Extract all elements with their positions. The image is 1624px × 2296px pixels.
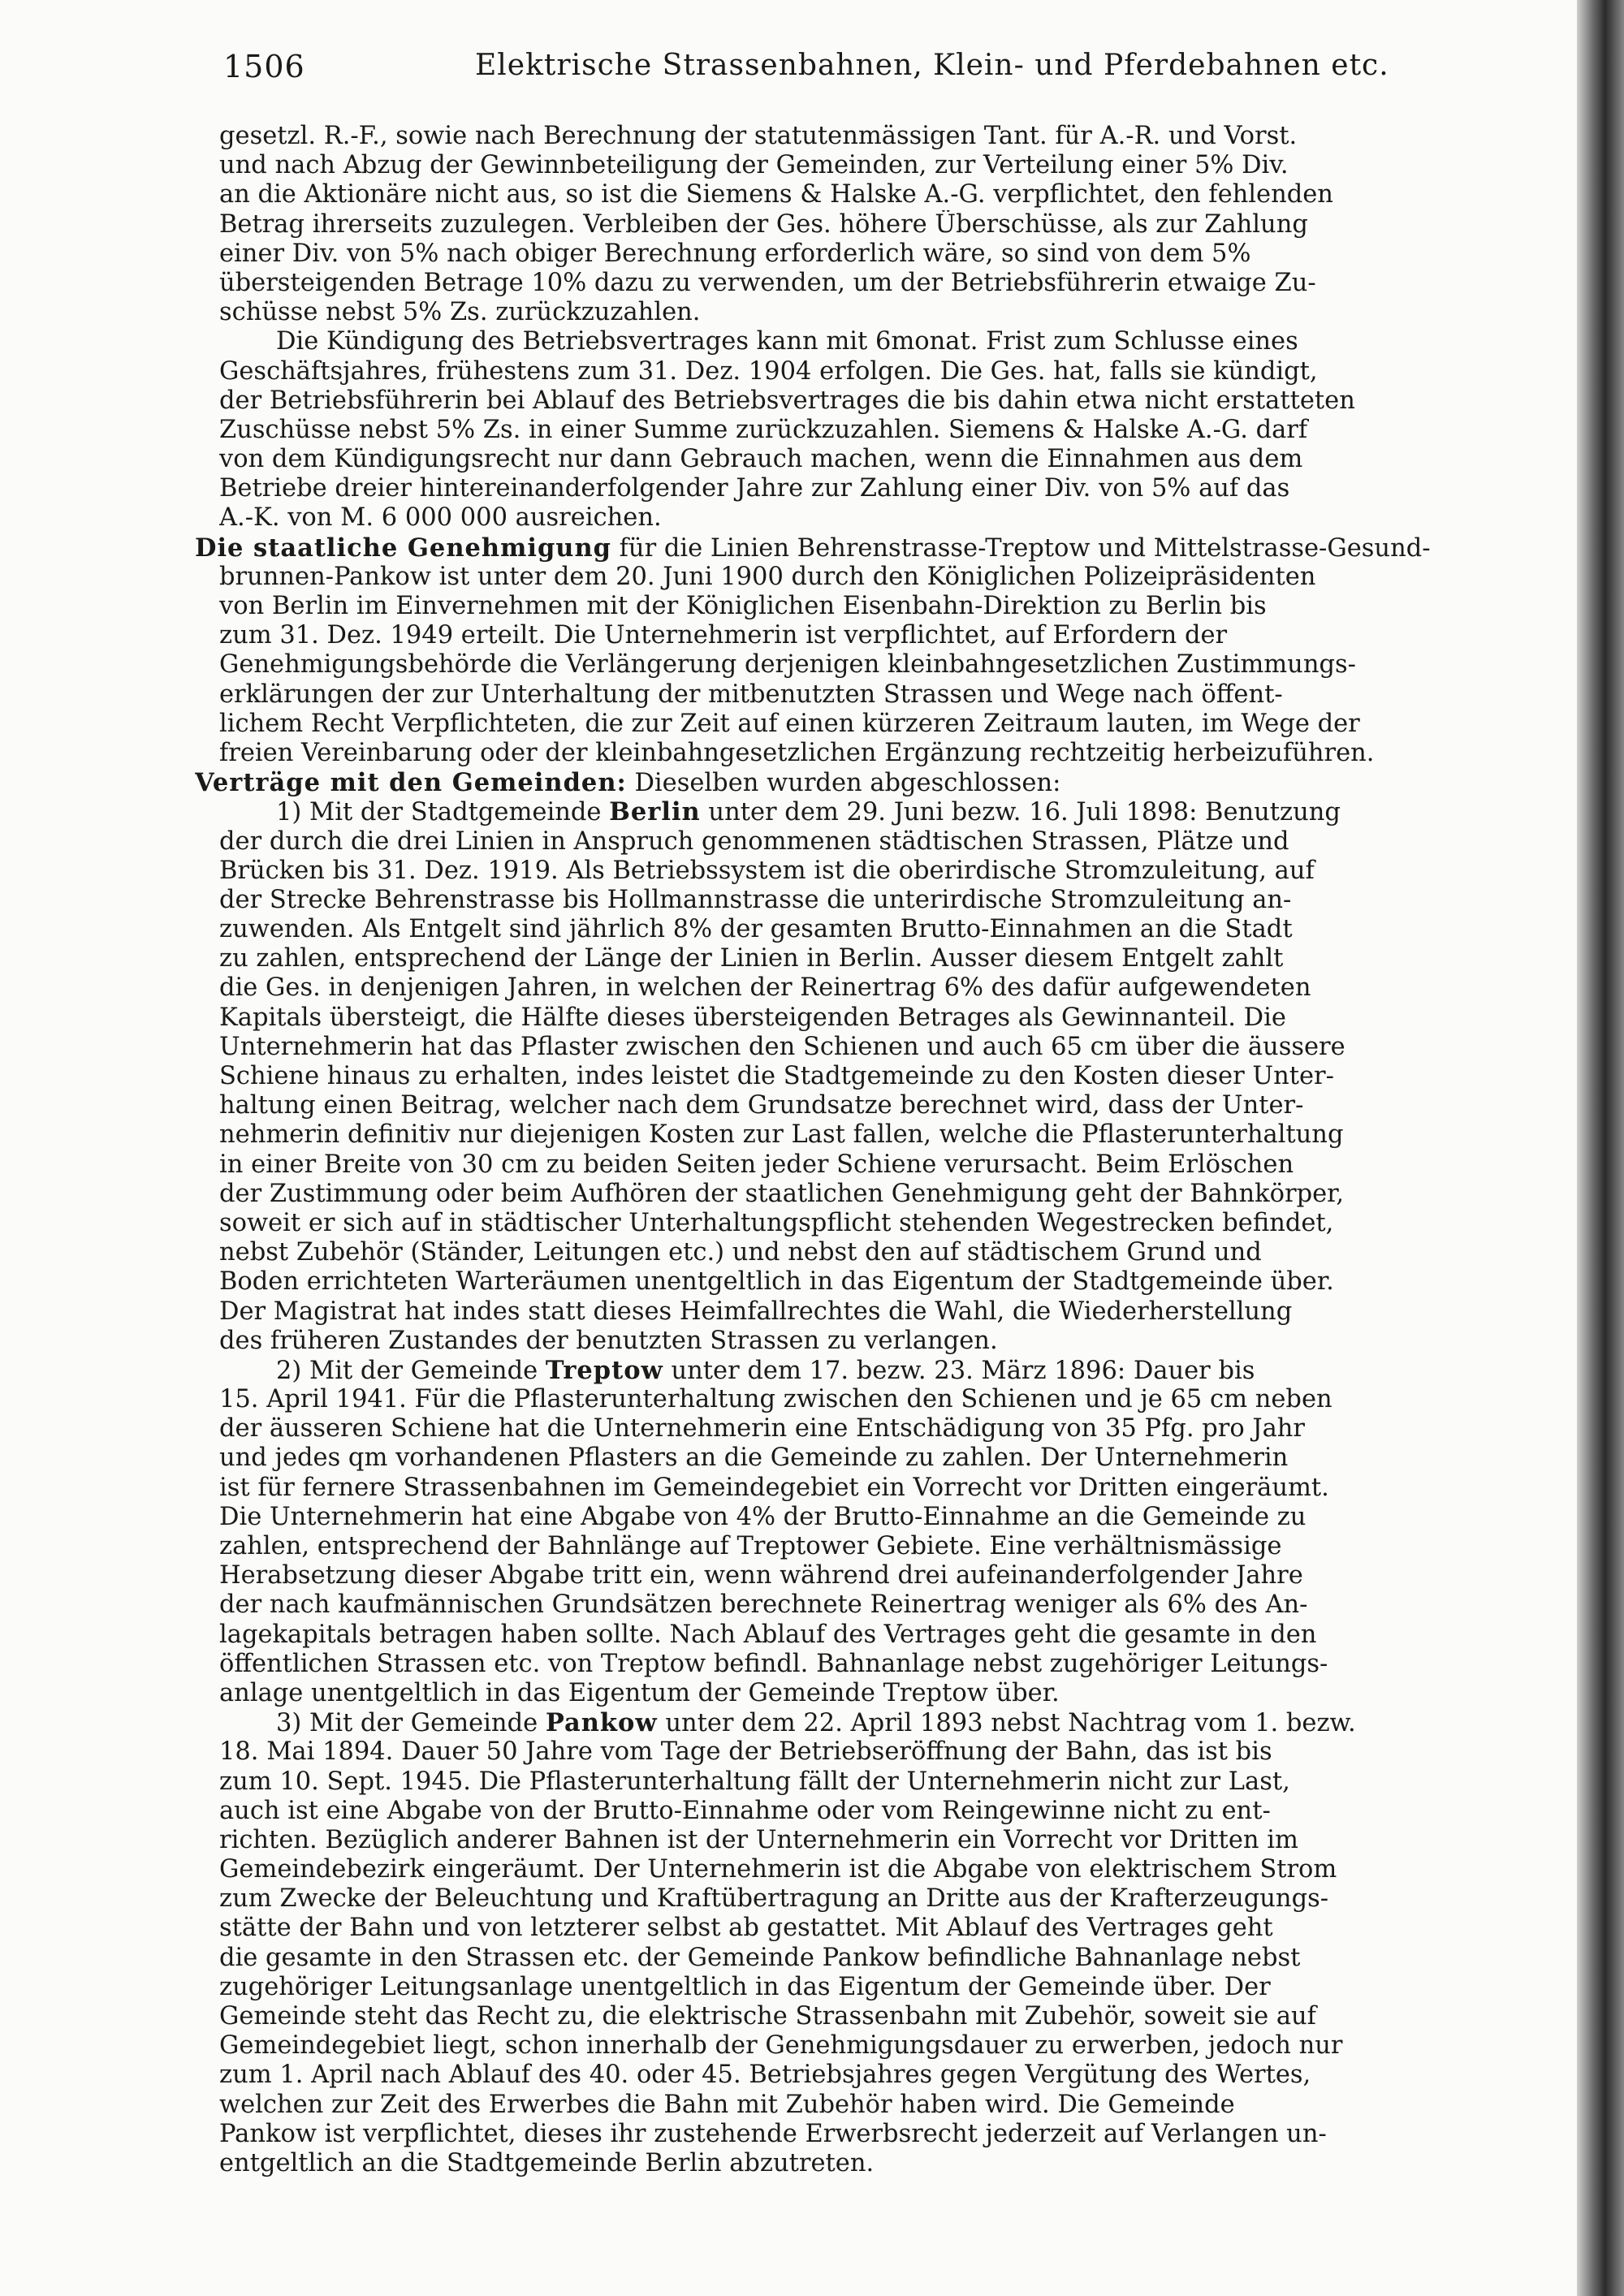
text-line: anlage unentgeltlich in das Eigentum der Gemeinde Treptow über. (219, 1678, 1060, 1707)
place-name-berlin: Berlin (609, 797, 701, 827)
text-line: zugehöriger Leitungsanlage unentgeltlich in das Eigentum der Gemeinde über. Der (219, 1972, 1271, 2001)
section-line (195, 533, 1539, 563)
text-line: brunnen-Pankow ist unter dem 20. Juni 1900 durch den Königlichen Polizeipräsidenten (219, 562, 1316, 591)
text-line: schüsse nebst 5% Zs. zurückzuzahlen. (219, 298, 701, 327)
text-line (219, 1708, 1539, 1737)
text-line (219, 797, 1539, 826)
text-line: auch ist eine Abgabe von der Brutto-Einnahme oder vom Reingewinne nicht zu ent- (219, 1796, 1271, 1825)
text-line: freien Vereinbarung oder der kleinbahngesetzlichen Ergänzung rechtzeitig herbeizuführen. (219, 738, 1375, 767)
body-text (195, 122, 1539, 2178)
text-line: Brücken bis 31. Dez. 1919. Als Betriebssystem ist die oberirdische Stromzuleitung, auf (219, 856, 1315, 885)
text-line: Pankow ist verpflichtet, dieses ihr zustehende Erwerbsrecht jederzeit auf Verlangen un- (219, 2119, 1327, 2148)
book-spine-shadow (1577, 0, 1624, 2296)
text-line: von Berlin im Einvernehmen mit der Königlichen Eisenbahn-Direktion zu Berlin bis (219, 592, 1267, 620)
text-line: von dem Kündigungsrecht nur dann Gebrauch machen, wenn die Einnahmen aus dem (219, 445, 1303, 474)
text-line: Betriebe dreier hintereinanderfolgender Jahre zur Zahlung einer Div. von 5% auf das (219, 474, 1290, 503)
text-line: welchen zur Zeit des Erwerbes die Bahn mit Zubehör haben wird. Die Gemeinde (219, 2090, 1235, 2119)
text-line: richten. Bezüglich anderer Bahnen ist der Unternehmerin ein Vorrecht vor Dritten im (219, 1825, 1298, 1854)
text-line: der äusseren Schiene hat die Unternehmerin eine Entschädigung von 35 Pfg. pro Jahr (219, 1414, 1306, 1444)
text-line: lagekapitals betragen haben sollte. Nach Ablauf des Vertrages geht die gesamte in den (219, 1620, 1317, 1649)
text-line: zum 1. April nach Ablauf des 40. oder 45. Betriebsjahres gegen Vergütung des Wertes, (219, 2061, 1311, 2090)
text-line: nehmerin definitiv nur diejenigen Kosten zur Last fallen, welche die Pflasterunterhaltung (219, 1120, 1344, 1150)
text-line: des früheren Zustandes der benutzten Strassen zu verlangen. (219, 1326, 998, 1355)
text-span: unter dem 29. Juni bezw. 16. Juli 1898: Benutzung (700, 798, 1341, 827)
text-line: Gemeinde steht das Recht zu, die elektrische Strassenbahn mit Zubehör, soweit sie auf (219, 2002, 1316, 2031)
text-line: Schiene hinaus zu erhalten, indes leistet die Stadtgemeinde zu den Kosten dieser Unter- (219, 1062, 1334, 1090)
text-line: Herabsetzung dieser Abgabe tritt ein, wenn während drei aufeinanderfolgender Jahre (219, 1561, 1303, 1590)
section-heading-vertraege: Verträge mit den Gemeinden: (195, 768, 627, 798)
text-line: Unternehmerin hat das Pflaster zwischen den Schienen und auch 65 cm über die äussere (219, 1032, 1345, 1061)
section-text: für die Linien Behrenstrasse-Treptow und Mittelstrasse-Gesund- (611, 533, 1431, 563)
place-name-treptow: Treptow (545, 1355, 663, 1385)
text-line: Genehmigungsbehörde die Verlängerung derjenigen kleinbahngesetzlichen Zustimmungs- (219, 650, 1356, 680)
section-text: Dieselben wurden abgeschlossen: (626, 769, 1061, 798)
text-line: zum 31. Dez. 1949 erteilt. Die Unternehmerin ist verpflichtet, auf Erfordern der (219, 621, 1228, 650)
text-line: stätte der Bahn und von letzterer selbst ab gestattet. Mit Ablauf des Vertrages geht (219, 1914, 1273, 1943)
text-line: lichem Recht Verpflichteten, die zur Zeit auf einen kürzeren Zeitraum lauten, im Wege der (219, 709, 1360, 738)
text-line (219, 1356, 1539, 1385)
text-line: soweit er sich auf in städtischer Unterhaltungspflicht stehenden Wegestrecken befindet, (219, 1208, 1334, 1237)
text-line: 18. Mai 1894. Dauer 50 Jahre vom Tage der Betriebseröffnung der Bahn, das ist bis (219, 1737, 1272, 1767)
section-heading-genehmigung: Die staatliche Genehmigung (195, 533, 611, 563)
place-name-pankow: Pankow (545, 1708, 658, 1738)
text-line: Die Unternehmerin hat eine Abgabe von 4% der Brutto-Einnahme an die Gemeinde zu (219, 1502, 1307, 1531)
section-line (195, 768, 1539, 797)
text-line: der durch die drei Linien in Anspruch genommenen städtischen Strassen, Plätze und (219, 826, 1289, 856)
page-header (223, 49, 1555, 97)
text-line: zuwenden. Als Entgelt sind jährlich 8% der gesamten Brutto-Einnahmen an die Stadt (219, 915, 1293, 944)
text-line: Gemeindegebiet liegt, schon innerhalb der Genehmigungsdauer zu erwerben, jedoch nur (219, 2031, 1343, 2061)
text-line: übersteigenden Betrage 10% dazu zu verwenden, um der Betriebsführerin etwaige Zu- (219, 268, 1316, 297)
text-line: der nach kaufmännischen Grundsätzen berechnete Reinertrag weniger als 6% des An- (219, 1590, 1308, 1620)
text-line: und nach Abzug der Gewinnbeteiligung der Gemeinden, zur Verteilung einer 5% Div. (219, 151, 1289, 180)
text-line: Gemeindebezirk eingeräumt. Der Unternehmerin ist die Abgabe von elektrischem Strom (219, 1855, 1337, 1884)
text-line: der Strecke Behrenstrasse bis Hollmannstrasse die unterirdische Stromzuleitung an- (219, 885, 1292, 914)
text-line: einer Div. von 5% nach obiger Berechnung erforderlich wäre, so sind von dem 5% (219, 239, 1251, 268)
text-line: zum Zwecke der Beleuchtung und Kraftübertragung an Dritte aus der Krafterzeugungs- (219, 1884, 1329, 1914)
text-line: A.-K. von M. 6 000 000 ausreichen. (219, 503, 662, 533)
text-line: gesetzl. R.-F., sowie nach Berechnung der statutenmässigen Tant. für A.-R. und Vorst. (219, 122, 1298, 150)
text-span: 3) Mit der Gemeinde (276, 1709, 546, 1738)
text-line: in einer Breite von 30 cm zu beiden Seiten jeder Schiene verursacht. Beim Erlöschen (219, 1150, 1294, 1179)
text-line: erklärungen der zur Unterhaltung der mitbenutzten Strassen und Wege nach öffent- (219, 680, 1283, 709)
text-line: Betrag ihrerseits zuzulegen. Verbleiben der Ges. höhere Überschüsse, als zur Zahlung (219, 209, 1308, 239)
text-line: Zuschüsse nebst 5% Zs. in einer Summe zurückzuzahlen. Siemens & Halske A.-G. darf (219, 415, 1308, 444)
page-number: 1506 (223, 49, 305, 84)
text-line: nebst Zubehör (Ständer, Leitungen etc.) und nebst den auf städtischem Grund und (219, 1238, 1262, 1267)
text-line: zu zahlen, entsprechend der Länge der Linien in Berlin. Ausser diesem Entgelt zahlt (219, 944, 1284, 973)
text-line: Geschäftsjahres, frühestens zum 31. Dez. 1904 erfolgen. Die Ges. hat, falls sie kündigt, (219, 356, 1318, 386)
text-span: unter dem 22. April 1893 nebst Nachtrag vom 1. bezw. (657, 1709, 1356, 1738)
text-line: öffentlichen Strassen etc. von Treptow befindl. Bahnanlage nebst zugehöriger Leitungs- (219, 1649, 1328, 1678)
text-line: entgeltlich an die Stadtgemeinde Berlin abzutreten. (219, 2148, 875, 2177)
text-line: die gesamte in den Strassen etc. der Gemeinde Pankow befindliche Bahnanlage nebst (219, 1943, 1301, 1972)
text-line: zum 10. Sept. 1945. Die Pflasterunterhaltung fällt der Unternehmerin nicht zur Last, (219, 1767, 1290, 1796)
text-line: Der Magistrat hat indes statt dieses Heimfallrechtes die Wahl, die Wiederherstellung (219, 1297, 1293, 1326)
text-line: ist für fernere Strassenbahnen im Gemeindegebiet ein Vorrecht vor Dritten eingeräumt. (219, 1473, 1329, 1502)
text-line: an die Aktionäre nicht aus, so ist die Siemens & Halske A.-G. verpflichtet, den fehlenden (219, 180, 1333, 209)
text-line: und jedes qm vorhandenen Pflasters an die Gemeinde zu zahlen. Der Unternehmerin (219, 1444, 1289, 1473)
text-span: unter dem 17. bezw. 23. März 1896: Dauer bis (663, 1356, 1255, 1385)
text-line: 15. April 1941. Für die Pflasterunterhaltung zwischen den Schienen und je 65 cm neben (219, 1385, 1332, 1414)
text-line: haltung einen Beitrag, welcher nach dem Grundsatze berechnet wird, dass der Unter- (219, 1091, 1304, 1120)
text-line: die Ges. in denjenigen Jahren, in welchen der Reinertrag 6% des dafür aufgewendeten (219, 973, 1311, 1003)
text-line: Kapitals übersteigt, die Hälfte dieses übersteigenden Betrages als Gewinnanteil. Die (219, 1003, 1286, 1032)
running-title: Elektrische Strassenbahnen, Klein- und Pferdebahnen etc. (475, 49, 1389, 82)
text-line: Die Kündigung des Betriebsvertrages kann mit 6monat. Frist zum Schlusse eines (276, 327, 1298, 356)
text-span: 1) Mit der Stadtgemeinde (276, 798, 610, 827)
text-span: 2) Mit der Gemeinde (276, 1356, 546, 1385)
text-line: Boden errichteten Warteräumen unentgeltlich in das Eigentum der Stadtgemeinde über. (219, 1267, 1334, 1297)
text-line: der Zustimmung oder beim Aufhören der staatlichen Genehmigung geht der Bahnkörper, (219, 1179, 1345, 1208)
text-line: zahlen, entsprechend der Bahnlänge auf Treptower Gebiete. Eine verhältnismässige (219, 1532, 1282, 1560)
text-line: der Betriebsführerin bei Ablauf des Betriebsvertrages die bis dahin etwa nicht erstatteten (219, 386, 1355, 415)
